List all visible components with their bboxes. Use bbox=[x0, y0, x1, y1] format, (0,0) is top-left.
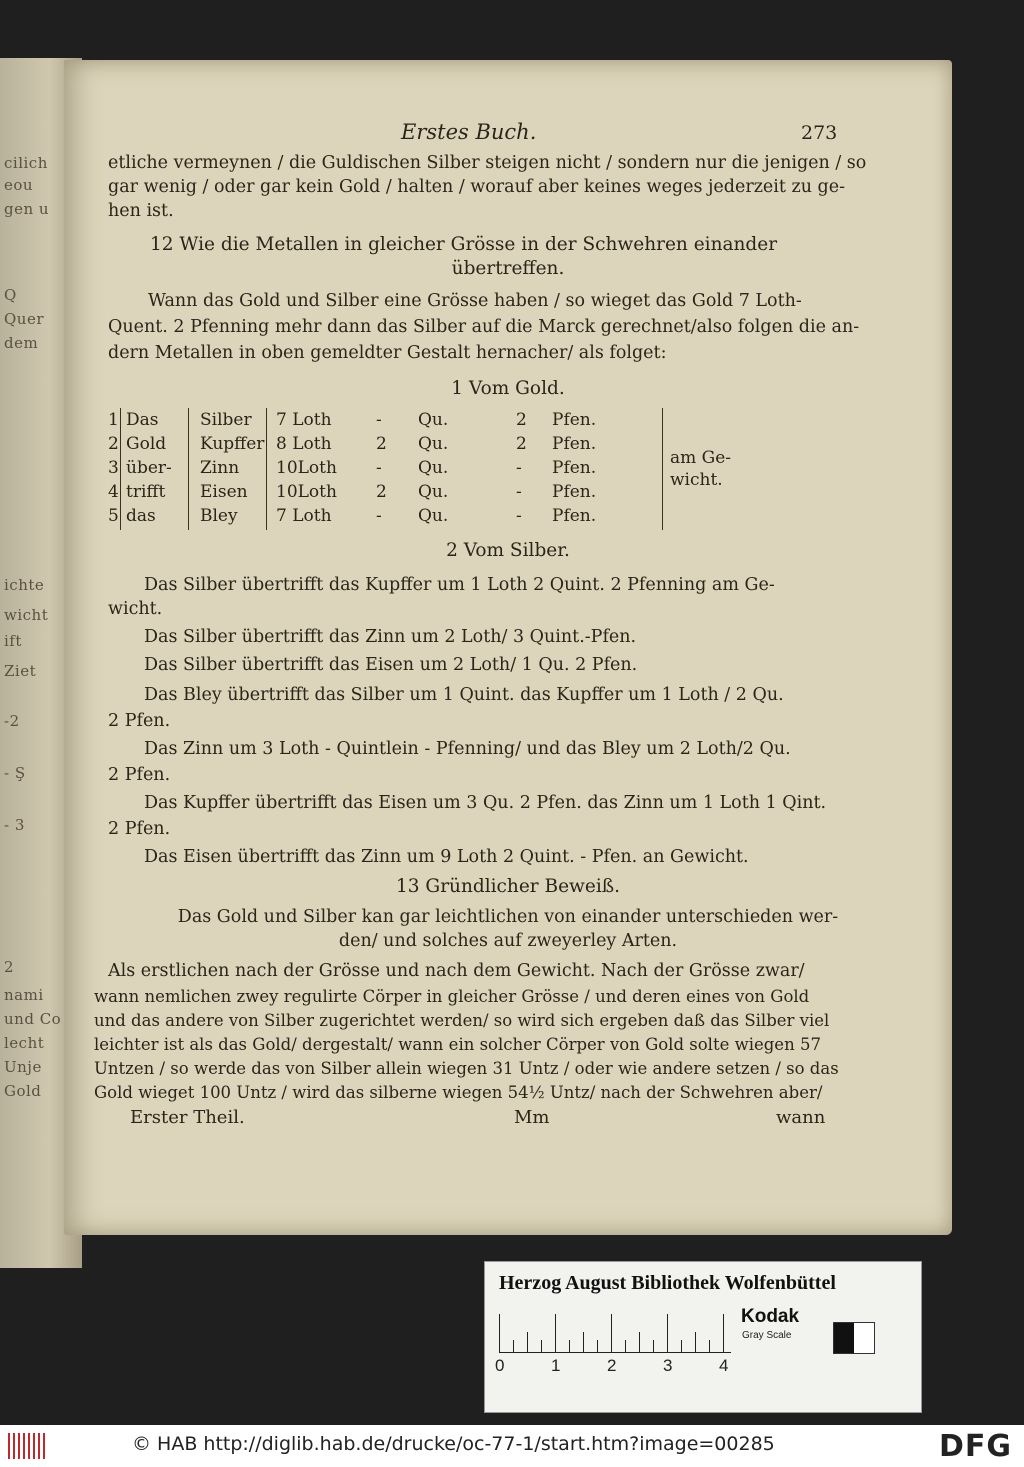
table-cell: 4 bbox=[108, 482, 119, 502]
text-line: Quent. 2 Pfenning mehr dann das Silber auf die Marck gerechnet/also folgen die an- bbox=[108, 317, 860, 337]
text-line: Das Eisen übertrifft das Zinn um 9 Loth 2 Quint. - Pfen. an Gewicht. bbox=[144, 847, 749, 867]
table-cell: Qu. bbox=[418, 482, 449, 502]
ruler-number: 2 bbox=[607, 1356, 617, 1375]
table-cell: 8 Loth bbox=[276, 434, 332, 454]
text-line: Das Zinn um 3 Loth - Quintlein - Pfenning/ und das Bley um 2 Loth/2 Qu. bbox=[144, 739, 791, 759]
text-line: und das andere von Silber zugerichtet werden/ so wird sich ergeben daß das Silber viel bbox=[94, 1011, 830, 1030]
table-cell: trifft bbox=[126, 482, 166, 502]
table-cell: Silber bbox=[200, 410, 252, 430]
table-cell: - bbox=[516, 482, 522, 502]
table-cell: Eisen bbox=[200, 482, 248, 502]
table-cell: - bbox=[516, 458, 522, 478]
text-line: wicht. bbox=[108, 599, 163, 619]
ruler-number: 4 bbox=[719, 1356, 729, 1375]
hab-logo-icon bbox=[8, 1433, 48, 1459]
text-line: 2 Pfen. bbox=[108, 819, 171, 839]
table-cell: 5 bbox=[108, 506, 119, 526]
text-line: 2 Pfen. bbox=[108, 711, 171, 731]
left-fragment: cilich bbox=[4, 154, 48, 172]
subsection-heading: 1 Vom Gold. bbox=[451, 378, 565, 399]
text-line: Gold wieget 100 Untz / wird das silberne wiegen 54½ Untz/ nach der Schwehren aber/ bbox=[94, 1083, 823, 1102]
signature-mark: Mm bbox=[514, 1107, 550, 1128]
gold-table bbox=[108, 408, 808, 532]
text-line: Das Bley übertrifft das Silber um 1 Quint. das Kupffer um 1 Loth / 2 Qu. bbox=[144, 685, 784, 705]
table-cell: 2 bbox=[376, 434, 387, 454]
left-fragment: Unje bbox=[4, 1058, 42, 1076]
text-line: dern Metallen in oben gemeldter Gestalt hernacher/ als folget: bbox=[108, 343, 667, 363]
text-line: den/ und solches auf zweyerley Arten. bbox=[338, 931, 678, 951]
table-cell: 2 bbox=[516, 410, 527, 430]
catchword: wann bbox=[776, 1107, 826, 1128]
left-fragment: - Ş bbox=[4, 764, 26, 782]
left-fragment: Quer bbox=[4, 310, 45, 328]
left-fragment: lecht bbox=[4, 1034, 45, 1052]
page-number: 273 bbox=[801, 122, 838, 144]
text-line: Das Gold und Silber kan gar leichtlichen von einander unterschieden wer- bbox=[177, 907, 839, 927]
table-cell: Das bbox=[126, 410, 159, 430]
copyright-link[interactable]: © HAB http://diglib.hab.de/drucke/oc-77-1/start.htm?image=00285 bbox=[132, 1433, 775, 1455]
text-line: wann nemlichen zwey regulirte Cörper in gleicher Grösse / und deren eines von Gold bbox=[94, 987, 810, 1006]
table-cell: 10Loth bbox=[276, 458, 337, 478]
table-cell: 7 Loth bbox=[276, 506, 332, 526]
table-cell: - bbox=[376, 458, 382, 478]
text-line: Das Silber übertrifft das Kupffer um 1 Loth 2 Quint. 2 Pfenning am Ge- bbox=[144, 575, 775, 595]
text-line: Wann das Gold und Silber eine Grösse haben / so wieget das Gold 7 Loth- bbox=[148, 291, 802, 311]
table-cell: Pfen. bbox=[552, 506, 597, 526]
text-line: leichter ist als das Gold/ dergestalt/ wann ein solcher Cörper von Gold solte wiegen 57 bbox=[94, 1035, 821, 1054]
text-line: 2 Pfen. bbox=[108, 765, 171, 785]
table-side-note: am Ge- bbox=[670, 448, 732, 468]
page-header bbox=[64, 120, 952, 150]
library-name: Herzog August Bibliothek Wolfenbüttel bbox=[499, 1272, 836, 1294]
table-cell: 2 bbox=[108, 434, 119, 454]
subsection-heading: 2 Vom Silber. bbox=[446, 540, 570, 561]
book-page bbox=[64, 60, 952, 1235]
left-fragment: Q bbox=[4, 286, 17, 304]
table-cell: Pfen. bbox=[552, 482, 597, 502]
table-cell: 2 bbox=[516, 434, 527, 454]
table-cell: Pfen. bbox=[552, 434, 597, 454]
table-cell: Kupffer bbox=[200, 434, 265, 454]
text-line: etliche vermeynen / die Guldischen Silber steigen nicht / sondern nur die jenigen / so bbox=[108, 153, 867, 173]
table-cell: Gold bbox=[126, 434, 167, 454]
left-fragment: Ziet bbox=[4, 662, 37, 680]
left-fragment: Gold bbox=[4, 1082, 42, 1100]
running-title: Erstes Buch. bbox=[401, 120, 537, 144]
table-cell: 7 Loth bbox=[276, 410, 332, 430]
left-fragment: gen u bbox=[4, 200, 50, 218]
table-rule bbox=[120, 408, 121, 530]
left-fragment: nami bbox=[4, 986, 44, 1004]
table-cell: Pfen. bbox=[552, 410, 597, 430]
table-side-note: wicht. bbox=[670, 470, 723, 490]
ruler-number: 0 bbox=[495, 1356, 505, 1375]
signature-left: Erster Theil. bbox=[130, 1107, 245, 1128]
table-cell: das bbox=[126, 506, 156, 526]
table-cell: Qu. bbox=[418, 506, 449, 526]
left-fragment: dem bbox=[4, 334, 39, 352]
viewer-footer bbox=[0, 1425, 1024, 1467]
table-cell: Qu. bbox=[418, 434, 449, 454]
text-line: Untzen / so werde das von Silber allein wiegen 31 Untz / oder wie andere setzen / so das bbox=[94, 1059, 839, 1078]
text-line: gar wenig / oder gar kein Gold / halten / worauf aber keines weges jederzeit zu ge- bbox=[108, 177, 845, 197]
ruler bbox=[499, 1314, 731, 1353]
table-cell: Qu. bbox=[418, 458, 449, 478]
left-fragment: -2 bbox=[4, 712, 20, 730]
left-fragment: 2 bbox=[4, 958, 15, 976]
left-fragment: wicht bbox=[4, 606, 49, 624]
left-fragment: eou bbox=[4, 176, 34, 194]
table-cell: 3 bbox=[108, 458, 119, 478]
table-cell: Pfen. bbox=[552, 458, 597, 478]
table-cell: - bbox=[516, 506, 522, 526]
text-line: hen ist. bbox=[108, 201, 174, 221]
text-line: Das Silber übertrifft das Eisen um 2 Loth/ 1 Qu. 2 Pfen. bbox=[144, 655, 638, 675]
table-cell: über- bbox=[126, 458, 172, 478]
table-cell: Zinn bbox=[200, 458, 240, 478]
section-heading: 13 Gründlicher Beweiß. bbox=[396, 876, 620, 897]
table-rule bbox=[662, 408, 663, 530]
table-cell: 1 bbox=[108, 410, 119, 430]
table-cell: Bley bbox=[200, 506, 238, 526]
left-fragment: ichte bbox=[4, 576, 45, 594]
table-cell: - bbox=[376, 506, 382, 526]
gray-scale-label: Gray Scale bbox=[742, 1330, 792, 1341]
ruler-number: 3 bbox=[663, 1356, 673, 1375]
ruler-number: 1 bbox=[551, 1356, 561, 1375]
table-cell: 10Loth bbox=[276, 482, 337, 502]
kodak-logo: Kodak bbox=[741, 1306, 800, 1327]
table-cell: Qu. bbox=[418, 410, 449, 430]
table-rule bbox=[266, 408, 267, 530]
text-line: Das Silber übertrifft das Zinn um 2 Loth/ 3 Quint.-Pfen. bbox=[144, 627, 637, 647]
section-heading: 12 Wie die Metallen in gleicher Grösse in der Schwehren einander bbox=[150, 234, 778, 255]
text-line: Das Kupffer übertrifft das Eisen um 3 Qu. 2 Pfen. das Zinn um 1 Loth 1 Qint. bbox=[144, 793, 827, 813]
left-fragment: ift bbox=[4, 632, 22, 650]
left-fragment: - 3 bbox=[4, 816, 25, 834]
section-heading: übertreffen. bbox=[451, 258, 565, 279]
scan-color-label bbox=[484, 1261, 922, 1413]
text-line: Als erstlichen nach der Grösse und nach dem Gewicht. Nach der Grösse zwar/ bbox=[108, 961, 805, 981]
table-cell: 2 bbox=[376, 482, 387, 502]
left-fragment: und Co bbox=[4, 1010, 62, 1028]
dfg-logo: DFG bbox=[938, 1429, 1012, 1464]
gray-scale-swatch bbox=[833, 1322, 875, 1354]
table-cell: - bbox=[376, 410, 382, 430]
table-rule bbox=[188, 408, 189, 530]
